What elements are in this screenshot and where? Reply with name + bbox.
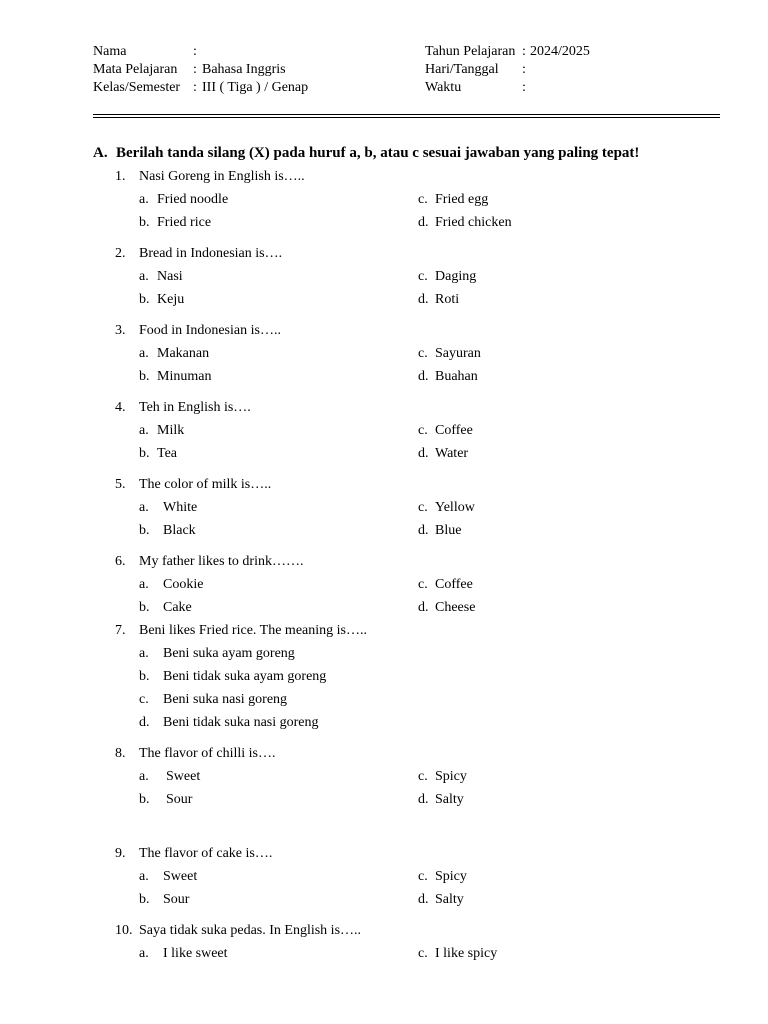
option-text: Fried rice xyxy=(157,215,212,230)
colon: : xyxy=(522,44,526,59)
question-text: Nasi Goreng in English is….. xyxy=(139,169,305,184)
option-a[interactable] xyxy=(139,577,203,593)
option-letter: a. xyxy=(139,946,149,961)
option-text: Salty xyxy=(435,892,464,907)
option-text: Spicy xyxy=(435,769,467,784)
colon: : xyxy=(522,62,526,77)
option-letter: c. xyxy=(418,423,428,438)
option-letter: c. xyxy=(418,769,428,784)
question-number: 2. xyxy=(115,246,126,261)
option-letter: a. xyxy=(139,646,149,661)
option-text: Roti xyxy=(435,292,460,307)
option-text: Keju xyxy=(157,292,185,307)
colon: : xyxy=(193,62,197,77)
option-text: Sayuran xyxy=(435,346,481,361)
option-text: Black xyxy=(163,523,196,538)
option-text: Beni suka nasi goreng xyxy=(163,692,288,707)
option-letter: c. xyxy=(418,946,428,961)
option-c[interactable] xyxy=(418,192,488,208)
option-letter: b. xyxy=(139,792,150,807)
question-3 xyxy=(115,323,281,339)
option-letter: d. xyxy=(418,292,429,307)
option-d[interactable] xyxy=(418,369,478,385)
option-a[interactable] xyxy=(139,423,184,439)
option-b[interactable] xyxy=(139,369,211,385)
option-d[interactable] xyxy=(418,792,464,808)
question-number: 10. xyxy=(115,923,133,938)
option-letter: b. xyxy=(139,369,150,384)
option-letter: a. xyxy=(139,577,149,592)
option-text: Coffee xyxy=(435,423,473,438)
option-letter: c. xyxy=(418,346,428,361)
option-text: Cookie xyxy=(163,577,204,592)
label-kelas-semester: Kelas/Semester xyxy=(93,80,181,95)
option-letter: c. xyxy=(418,269,428,284)
option-d[interactable] xyxy=(418,600,475,616)
question-10 xyxy=(115,923,361,939)
question-4 xyxy=(115,400,251,416)
colon: : xyxy=(193,44,197,59)
question-number: 7. xyxy=(115,623,126,638)
question-text: Beni likes Fried rice. The meaning is….. xyxy=(139,623,367,638)
option-d[interactable] xyxy=(418,292,459,308)
option-a[interactable] xyxy=(139,192,228,208)
question-5 xyxy=(115,477,271,493)
header-row-2 xyxy=(93,61,733,79)
option-letter: a. xyxy=(139,269,149,284)
question-text: The flavor of chilli is…. xyxy=(139,746,276,761)
option-letter: c. xyxy=(418,192,428,207)
question-number: 3. xyxy=(115,323,126,338)
value-kelas-semester: III ( Tiga ) / Genap xyxy=(202,80,309,95)
label-mata-pelajaran: Mata Pelajaran xyxy=(93,62,178,77)
option-letter: d. xyxy=(418,215,429,230)
question-number: 4. xyxy=(115,400,126,415)
option-a[interactable] xyxy=(139,269,183,285)
option-letter: b. xyxy=(139,669,150,684)
option-text: Sweet xyxy=(166,769,201,784)
question-9 xyxy=(115,846,272,862)
option-text: Sour xyxy=(163,892,190,907)
option-text: I like spicy xyxy=(435,946,498,961)
option-a[interactable] xyxy=(139,500,197,516)
option-a[interactable] xyxy=(139,346,209,362)
option-b[interactable] xyxy=(139,292,184,308)
option-d[interactable] xyxy=(418,892,464,908)
option-text: Beni suka ayam goreng xyxy=(163,646,295,661)
option-letter: b. xyxy=(139,446,150,461)
header-divider xyxy=(93,117,720,118)
option-b[interactable] xyxy=(139,669,326,685)
option-c[interactable] xyxy=(418,769,467,785)
option-letter: b. xyxy=(139,292,150,307)
option-c[interactable] xyxy=(418,423,473,439)
question-text: My father likes to drink……. xyxy=(139,554,304,569)
value-mata-pelajaran: Bahasa Inggris xyxy=(202,62,286,77)
option-d[interactable] xyxy=(139,715,319,731)
option-text: Fried noodle xyxy=(157,192,229,207)
option-b[interactable] xyxy=(139,446,177,462)
label-nama: Nama xyxy=(93,44,127,59)
question-6 xyxy=(115,554,303,570)
option-c[interactable] xyxy=(418,869,467,885)
colon: : xyxy=(522,80,526,95)
option-text: Fried chicken xyxy=(435,215,512,230)
question-8 xyxy=(115,746,275,762)
option-text: Sweet xyxy=(163,869,198,884)
header-row-1 xyxy=(93,43,733,61)
option-text: Minuman xyxy=(157,369,212,384)
option-text: Nasi xyxy=(157,269,183,284)
option-b[interactable] xyxy=(139,600,192,616)
section-instruction xyxy=(93,145,639,162)
question-7 xyxy=(115,623,367,639)
option-letter: d. xyxy=(418,600,429,615)
option-text: Sour xyxy=(166,792,193,807)
option-c[interactable] xyxy=(418,500,475,516)
option-text: Beni tidak suka nasi goreng xyxy=(163,715,319,730)
option-text: Fried egg xyxy=(435,192,489,207)
option-letter: d. xyxy=(418,369,429,384)
option-text: White xyxy=(163,500,198,515)
option-d[interactable] xyxy=(418,523,461,539)
option-c[interactable] xyxy=(418,577,473,593)
question-text: Saya tidak suka pedas. In English is….. xyxy=(139,923,362,938)
option-text: Makanan xyxy=(157,346,210,361)
option-text: Yellow xyxy=(435,500,475,515)
option-letter: c. xyxy=(418,869,428,884)
option-letter: a. xyxy=(139,192,149,207)
option-letter: a. xyxy=(139,423,149,438)
question-text: Teh in English is…. xyxy=(139,400,251,415)
option-letter: b. xyxy=(139,892,150,907)
question-number: 5. xyxy=(115,477,126,492)
question-number: 6. xyxy=(115,554,126,569)
question-number: 9. xyxy=(115,846,126,861)
header-divider xyxy=(93,114,720,115)
value-tahun-pelajaran: 2024/2025 xyxy=(530,44,590,59)
question-2 xyxy=(115,246,282,262)
option-text: Blue xyxy=(435,523,462,538)
colon: : xyxy=(193,80,197,95)
option-text: Milk xyxy=(157,423,185,438)
question-text: The flavor of cake is…. xyxy=(139,846,273,861)
option-a[interactable] xyxy=(139,646,295,662)
option-letter: a. xyxy=(139,346,149,361)
option-a[interactable] xyxy=(139,869,197,885)
question-text: The color of milk is….. xyxy=(139,477,272,492)
option-b[interactable] xyxy=(139,523,196,539)
option-letter: a. xyxy=(139,769,149,784)
question-number: 1. xyxy=(115,169,126,184)
option-letter: b. xyxy=(139,215,150,230)
option-letter: a. xyxy=(139,500,149,515)
option-letter: d. xyxy=(139,715,150,730)
option-c[interactable] xyxy=(418,346,481,362)
option-text: Spicy xyxy=(435,869,467,884)
label-waktu: Waktu xyxy=(425,80,462,95)
option-text: Salty xyxy=(435,792,464,807)
option-text: I like sweet xyxy=(163,946,228,961)
option-letter: a. xyxy=(139,869,149,884)
option-text: Tea xyxy=(157,446,178,461)
option-letter: d. xyxy=(418,892,429,907)
option-a[interactable] xyxy=(139,769,200,785)
header-row-3 xyxy=(93,79,733,97)
question-1 xyxy=(115,169,305,185)
instruction-text: Berilah tanda silang (X) pada huruf a, b, atau c sesuai jawaban yang paling tepat! xyxy=(116,145,640,161)
option-a[interactable] xyxy=(139,946,228,962)
label-tahun-pelajaran: Tahun Pelajaran xyxy=(425,44,516,59)
option-text: Cake xyxy=(163,600,192,615)
option-c[interactable] xyxy=(418,946,497,962)
option-d[interactable] xyxy=(418,446,468,462)
option-d[interactable] xyxy=(418,215,512,231)
option-b[interactable] xyxy=(139,892,189,908)
question-number: 8. xyxy=(115,746,126,761)
option-b[interactable] xyxy=(139,215,211,231)
label-hari-tanggal: Hari/Tanggal xyxy=(425,62,499,77)
option-letter: b. xyxy=(139,523,150,538)
option-text: Daging xyxy=(435,269,477,284)
option-c[interactable] xyxy=(139,692,287,708)
option-text: Buahan xyxy=(435,369,478,384)
section-letter: A. xyxy=(93,145,108,161)
option-letter: d. xyxy=(418,446,429,461)
option-text: Coffee xyxy=(435,577,473,592)
option-text: Cheese xyxy=(435,600,476,615)
question-text: Food in Indonesian is….. xyxy=(139,323,281,338)
option-c[interactable] xyxy=(418,269,476,285)
option-text: Water xyxy=(435,446,469,461)
exam-header xyxy=(93,43,733,97)
option-letter: c. xyxy=(139,692,149,707)
option-letter: d. xyxy=(418,792,429,807)
option-letter: c. xyxy=(418,577,428,592)
option-letter: c. xyxy=(418,500,428,515)
option-letter: b. xyxy=(139,600,150,615)
option-text: Beni tidak suka ayam goreng xyxy=(163,669,327,684)
option-b[interactable] xyxy=(139,792,192,808)
option-letter: d. xyxy=(418,523,429,538)
question-text: Bread in Indonesian is…. xyxy=(139,246,283,261)
